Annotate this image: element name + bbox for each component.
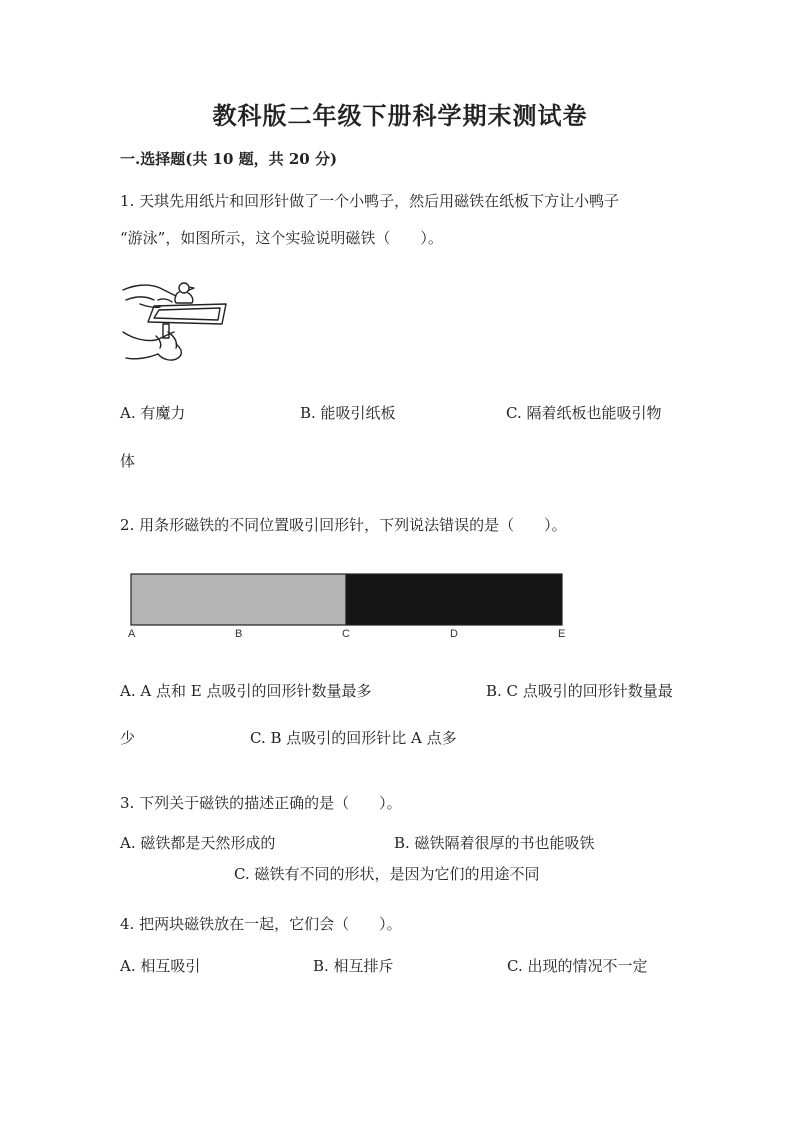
question-2-option-b: B. C 点吸引的回形针数量最 [486,682,673,700]
question-4-text: 4. 把两块磁铁放在一起，它们会（ ）。 [120,915,402,933]
question-3-option-b: B. 磁铁隔着很厚的书也能吸铁 [394,834,595,852]
question-1-text-line-2: “游泳”，如图所示，这个实验说明磁铁（ ）。 [120,229,443,247]
bar-magnet-light-half [131,574,346,625]
magnet-point-d-label: D [450,628,458,640]
bar-magnet-dark-half [346,574,562,625]
magnet-point-a-label: A [128,628,136,640]
bar-magnet-diagram [126,572,568,628]
question-3-option-c: C. 磁铁有不同的形状，是因为它们的用途不同 [234,865,540,883]
question-2-text: 2. 用条形磁铁的不同位置吸引回形针，下列说法错误的是（ ）。 [120,516,567,534]
duck-experiment-illustration [118,274,233,374]
page-title: 教科版二年级下册科学期末测试卷 [212,101,588,130]
section-heading: 一.选择题(共 10 题，共 20 分) [120,150,338,168]
question-1-text-line-1: 1. 天琪先用纸片和回形针做了一个小鸭子，然后用磁铁在纸板下方让小鸭子 [120,192,620,210]
question-1-option-c-continued: 体 [120,452,136,470]
question-1-option-c: C. 隔着纸板也能吸引物 [506,404,662,422]
magnet-point-c-label: C [342,628,350,640]
magnet-point-b-label: B [235,628,243,640]
question-3-option-a: A. 磁铁都是天然形成的 [120,834,276,852]
question-3-text: 3. 下列关于磁铁的描述正确的是（ ）。 [120,794,402,812]
question-2-option-c: C. B 点吸引的回形针比 A 点多 [250,729,457,747]
question-4-option-c: C. 出现的情况不一定 [507,957,648,975]
question-2-option-b-continued: 少 [120,729,136,747]
question-1-option-b: B. 能吸引纸板 [300,404,396,422]
question-1-option-a: A. 有魔力 [120,404,186,422]
magnet-point-e-label: E [558,628,566,640]
question-4-option-a: A. 相互吸引 [120,957,201,975]
question-4-option-b: B. 相互排斥 [313,957,394,975]
question-2-option-a: A. A 点和 E 点吸引的回形针数量最多 [120,682,372,700]
